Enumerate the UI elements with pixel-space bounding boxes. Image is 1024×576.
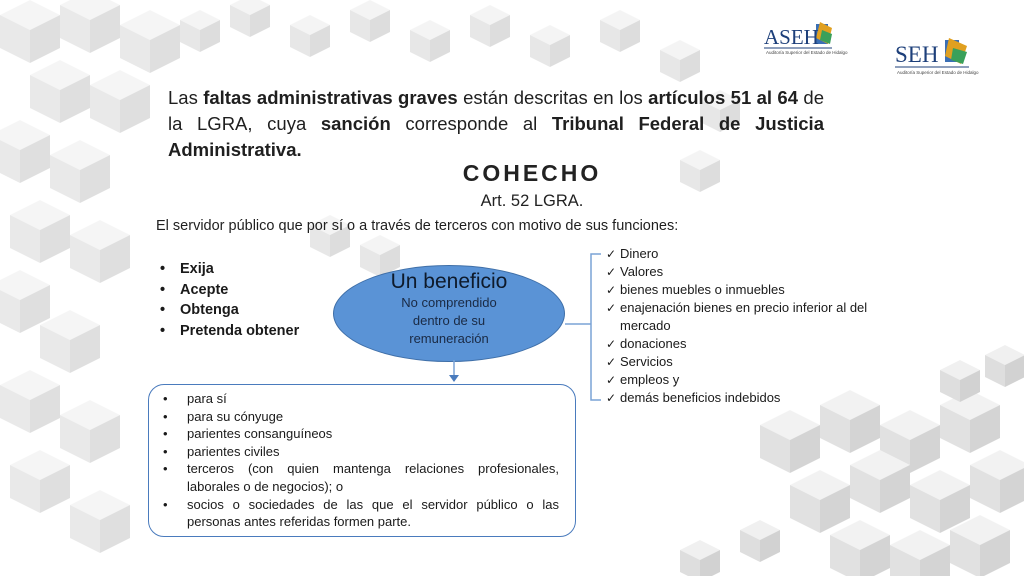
intro-text-2: están descritas en los (457, 87, 649, 108)
seh-logo-subtitle: Auditoría Superior del Estado de Hidalgo (897, 70, 979, 75)
recipient-item: • para sí (187, 390, 559, 408)
intro-text-3: de la LGRA, cuya (168, 87, 824, 134)
benefit-type-item: ✓ Dinero (606, 245, 896, 263)
recipient-item: • parientes civiles (187, 443, 559, 461)
benefit-type-item: ✓ Servicios (606, 353, 896, 371)
benefit-title: Un beneficio (390, 270, 508, 293)
recipients-box (148, 384, 576, 537)
verb-item: • Obtenga (160, 300, 299, 321)
verb-item: • Acepte (160, 280, 299, 301)
benefit-type-item: ✓ enajenación bienes en precio inferior al del mercado (606, 299, 896, 335)
intro-bold-faltas: faltas administrativas graves (203, 87, 458, 108)
lead-sentence: El servidor público que por sí o a través de terceros con motivo de sus funciones: (156, 218, 679, 234)
recipient-item: • terceros (con quien mantenga relaciones profesionales, laborales o de negocios); o (187, 460, 559, 495)
benefit-subtitle: No comprendido dentro de su remuneración (401, 295, 497, 346)
article-reference: Art. 52 LGRA. (480, 192, 584, 210)
aseh-logo-text: ASEH (764, 25, 819, 49)
benefit-type-item: ✓ donaciones (606, 335, 896, 353)
aseh-logo (762, 20, 848, 64)
benefit-types-list (606, 245, 896, 407)
benefit-type-item: ✓ Valores (606, 263, 896, 281)
benefit-type-item: ✓ empleos y (606, 371, 896, 389)
recipient-item: • para su cónyuge (187, 408, 559, 426)
seh-logo-text: SEH (895, 42, 939, 67)
recipient-item: • parientes consanguíneos (187, 425, 559, 443)
benefit-ellipse (333, 265, 565, 362)
intro-bold-articulos: artículos 51 al 64 (648, 87, 799, 108)
verb-list (160, 259, 299, 341)
recipients-list (149, 385, 575, 531)
intro-text-4: corresponde al (390, 113, 552, 134)
intro-text-1: Las (168, 87, 204, 108)
intro-bold-sancion: sanción (320, 113, 391, 134)
intro-paragraph (168, 85, 824, 163)
benefit-type-item: ✓ demás beneficios indebidos (606, 389, 896, 407)
aseh-logo-subtitle: Auditoría Superior del Estado de Hidalgo (766, 50, 848, 55)
verb-item: • Pretenda obtener (160, 321, 299, 342)
intro-bold-tribunal: Tribunal Federal de Justicia Administrativa. (168, 113, 824, 160)
down-arrow-connector (444, 360, 464, 384)
section-heading: COHECHO (462, 160, 602, 186)
recipient-item: • socios o sociedades de las que el servidor público o las personas antes referidas formen parte. (187, 496, 559, 531)
verb-item: • Exija (160, 259, 299, 280)
seh-logo (893, 36, 979, 86)
benefit-type-item: ✓ bienes muebles o inmuebles (606, 281, 896, 299)
